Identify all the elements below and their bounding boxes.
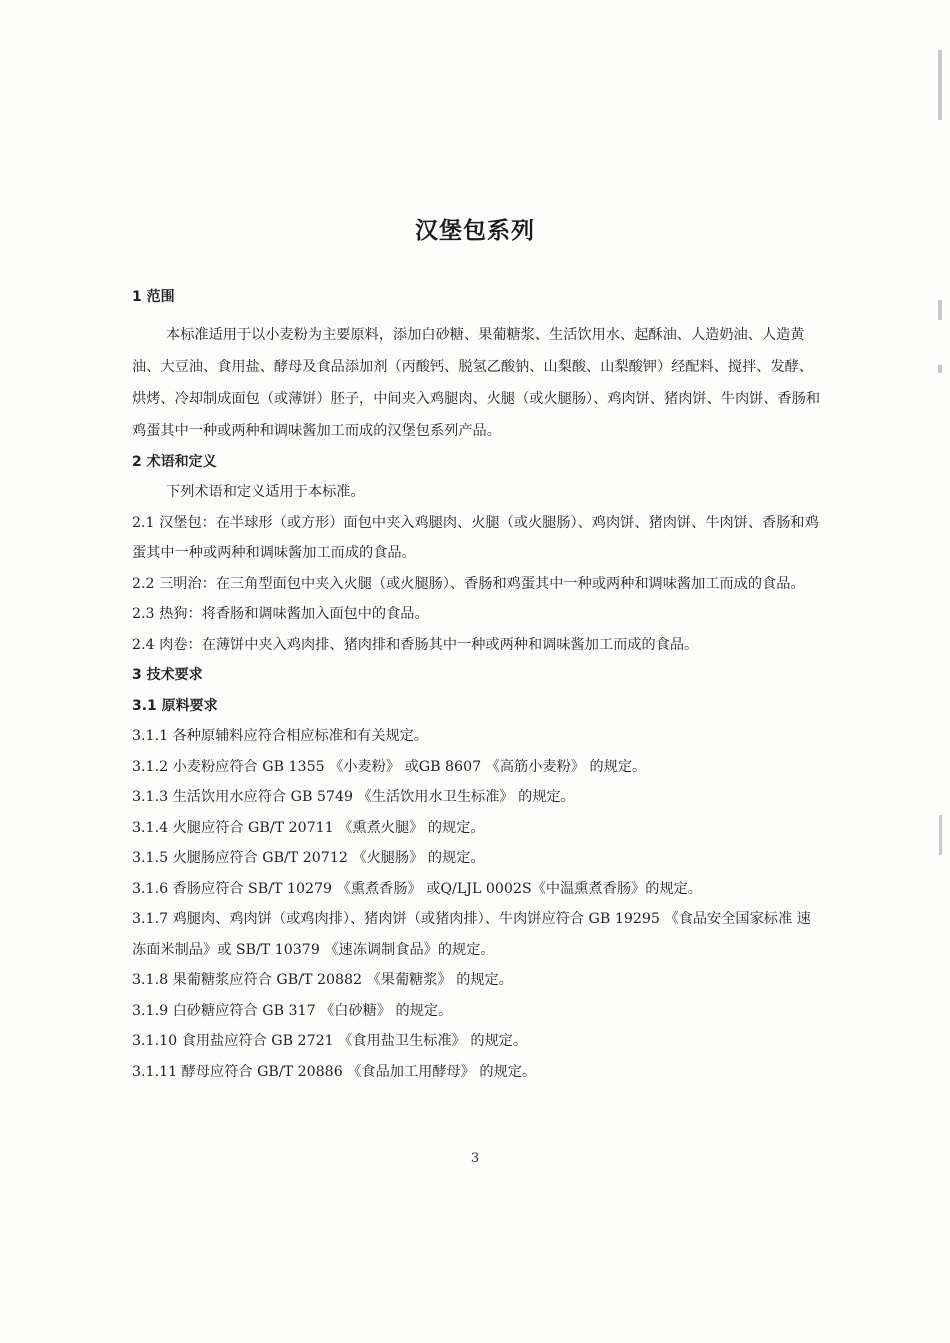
section-2-intro: 下列术语和定义适用于本标准。 [166,484,365,500]
requirement-item: 3.1.6 香肠应符合 SB/T 10279 《熏煮香肠》 或Q/LJL 0002S《中温熏煮香肠》的规定。 [132,880,702,897]
section-1-heading: 1 范围 [132,289,175,305]
section-1-paragraph: 本标准适用于以小麦粉为主要原料，添加白砂糖、果葡糖浆、生活饮用水、起酥油、人造奶油、人造黄油、大豆油、食用盐、酵母及食品添加剂（丙酸钙、脱氢乙酸钠、山梨酸、山梨酸钾）经配料、搅拌、发酵、烘烤、冷却制成面包（或薄饼）胚子，中间夹入鸡腿肉、火腿（或火腿肠）、鸡肉饼、猪肉饼、牛肉饼、香肠和鸡蛋其中一种或两种和调味酱加工而成的汉堡包系列产品。 [132,326,821,439]
scan-edge-mark [939,815,942,855]
requirement-item: 3.1.8 果葡糖浆应符合 GB/T 20882 《果葡糖浆》 的规定。 [132,972,513,988]
requirement-item: 3.1.4 火腿应符合 GB/T 20711 《熏煮火腿》 的规定。 [132,819,485,836]
scan-edge-mark [938,365,942,373]
section-3-1-heading: 3.1 原料要求 [132,697,218,714]
requirement-item: 3.1.3 生活饮用水应符合 GB 5749 《生活饮用水卫生标准》 的规定。 [132,789,575,805]
requirement-item: 3.1.11 酵母应符合 GB/T 20886 《食品加工用酵母》 的规定。 [132,1063,537,1080]
scan-edge-mark [938,50,942,120]
section-3-heading: 3 技术要求 [132,667,203,683]
definition-2-1: 2.1 汉堡包：在半球形（或方形）面包中夹入鸡腿肉、火腿（或火腿肠）、鸡肉饼、猪肉饼、牛肉饼、香肠和鸡蛋其中一种或两种和调味酱加工而成的食品。 [132,514,819,561]
requirement-item: 3.1.2 小麦粉应符合 GB 1355 《小麦粉》 或GB 8607 《高筋小麦粉》 的规定。 [132,758,647,775]
page-number: 3 [470,1151,480,1166]
scan-edge-mark [938,300,942,320]
document-body [132,282,822,1087]
requirement-item: 3.1.1 各种原辅料应符合相应标准和有关规定。 [132,728,428,744]
requirement-item: 3.1.9 白砂糖应符合 GB 317 《白砂糖》 的规定。 [132,1002,453,1019]
definition-2-3: 2.3 热狗：将香肠和调味酱加入面包中的食品。 [132,606,429,622]
section-2-heading: 2 术语和定义 [132,453,217,470]
definition-2-4: 2.4 肉卷：在薄饼中夹入鸡肉排、猪肉排和香肠其中一种或两种和调味酱加工而成的食品。 [132,636,699,653]
requirement-item: 3.1.7 鸡腿肉、鸡肉饼（或鸡肉排）、猪肉饼（或猪肉排）、牛肉饼应符合 GB 19295 《食品安全国家标准 速冻面米制品》或 SB/T 10379 《速冻调制食品》的规定。 [132,911,811,958]
requirement-item: 3.1.10 食用盐应符合 GB 2721 《食用盐卫生标准》 的规定。 [132,1033,528,1049]
requirement-item: 3.1.5 火腿肠应符合 GB/T 20712 《火腿肠》 的规定。 [132,850,485,866]
definition-2-2: 2.2 三明治：在三角型面包中夹入火腿（或火腿肠）、香肠和鸡蛋其中一种或两种和调味酱加工而成的食品。 [132,575,805,592]
document-title: 汉堡包系列 [415,218,535,244]
